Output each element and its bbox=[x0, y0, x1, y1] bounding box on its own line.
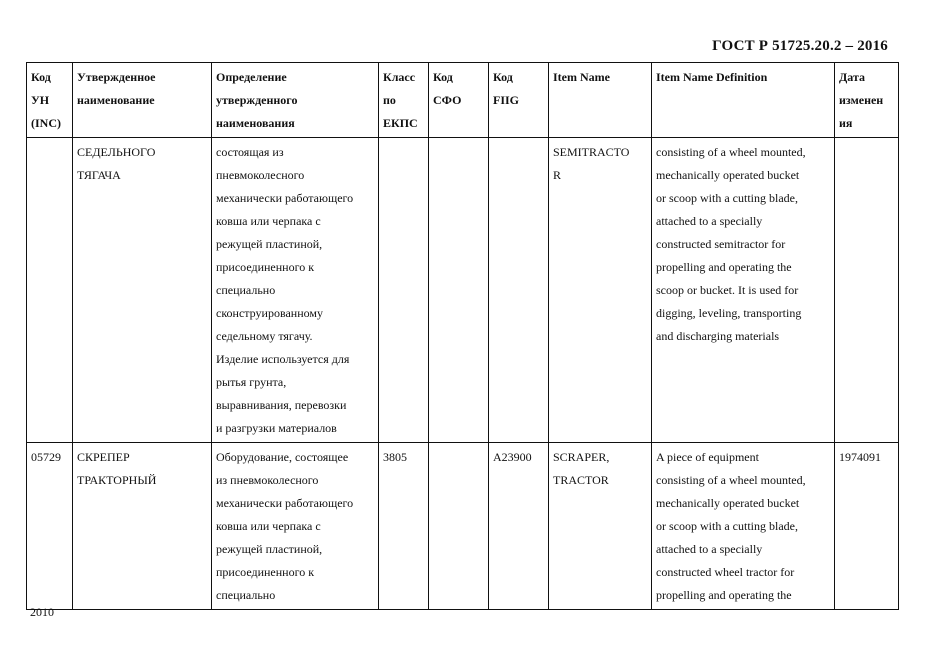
cell-line: ковша или черпака с bbox=[216, 519, 321, 533]
cell-definition bbox=[212, 443, 379, 610]
cell-line: R bbox=[553, 168, 562, 182]
cell-line: седельному тягачу. bbox=[216, 329, 313, 343]
cell-line: attached to a specially bbox=[656, 542, 763, 556]
cell-fiig-code bbox=[489, 138, 549, 443]
cell-line: механически работающего bbox=[216, 496, 354, 510]
cell-line: 1974091 bbox=[839, 450, 881, 464]
cell-line: режущей пластиной, bbox=[216, 237, 323, 251]
cell-line: mechanically operated bucket bbox=[656, 168, 800, 182]
cell-ekps-class bbox=[379, 443, 429, 610]
cell-line: attached to a specially bbox=[656, 214, 763, 228]
cell-line: TRACTOR bbox=[553, 473, 609, 487]
standard-designation: ГОСТ Р 51725.20.2 – 2016 bbox=[712, 38, 888, 54]
header-line: Определение bbox=[216, 70, 287, 84]
header-fiig-code bbox=[489, 63, 549, 138]
header-line: наименование bbox=[77, 93, 155, 107]
cell-line: or scoop with a cutting blade, bbox=[656, 191, 798, 205]
cell-item-name-definition bbox=[652, 443, 835, 610]
cell-line: mechanically operated bucket bbox=[656, 496, 800, 510]
cell-line: consisting of a wheel mounted, bbox=[656, 473, 806, 487]
cell-line: сконструированному bbox=[216, 306, 323, 320]
cell-sfo-code bbox=[429, 138, 489, 443]
cell-line: Оборудование, состоящее bbox=[216, 450, 349, 464]
cell-line: СЕДЕЛЬНОГО bbox=[77, 145, 156, 159]
header-line: СФО bbox=[433, 93, 462, 107]
cell-approved-name bbox=[73, 443, 212, 610]
cell-line: A23900 bbox=[493, 450, 532, 464]
cell-line: пневмоколесного bbox=[216, 168, 305, 182]
cell-line: ковша или черпака с bbox=[216, 214, 321, 228]
cell-line: механически работающего bbox=[216, 191, 354, 205]
cell-line: and discharging materials bbox=[656, 329, 780, 343]
cell-change-date bbox=[835, 138, 899, 443]
header-line: Item Name Definition bbox=[656, 70, 768, 84]
cell-item-name bbox=[549, 443, 652, 610]
header-ekps-class bbox=[379, 63, 429, 138]
cell-line: 05729 bbox=[31, 450, 61, 464]
cell-line: присоединенного к bbox=[216, 260, 315, 274]
cell-inc-code bbox=[27, 138, 73, 443]
cell-line: из пневмоколесного bbox=[216, 473, 319, 487]
cell-line: propelling and operating the bbox=[656, 260, 792, 274]
header-line: Код bbox=[31, 70, 51, 84]
cell-inc-code bbox=[27, 443, 73, 610]
cell-item-name-definition bbox=[652, 138, 835, 443]
header-sfo-code bbox=[429, 63, 489, 138]
header-definition bbox=[212, 63, 379, 138]
header-line: Утвержденное bbox=[77, 70, 156, 84]
cell-line: A piece of equipment bbox=[656, 450, 759, 464]
header-line: (INC) bbox=[31, 116, 61, 130]
cell-line: or scoop with a cutting blade, bbox=[656, 519, 798, 533]
table-row bbox=[27, 443, 899, 610]
header-line: Item Name bbox=[553, 70, 610, 84]
header-line: по bbox=[383, 93, 396, 107]
cell-definition bbox=[212, 138, 379, 443]
cell-approved-name bbox=[73, 138, 212, 443]
header-line: ЕКПС bbox=[383, 116, 418, 130]
header-line: изменен bbox=[839, 93, 884, 107]
cell-line: propelling and operating the bbox=[656, 588, 792, 602]
cell-line: СКРЕПЕР bbox=[77, 450, 130, 464]
table-header-row bbox=[27, 63, 899, 138]
cell-line: рытья грунта, bbox=[216, 375, 287, 389]
header-line: наименования bbox=[216, 116, 295, 130]
header-item-name-definition bbox=[652, 63, 835, 138]
header-line: FIIG bbox=[493, 93, 520, 107]
header-inc-code bbox=[27, 63, 73, 138]
cell-line: ТЯГАЧА bbox=[77, 168, 121, 182]
catalog-table bbox=[26, 62, 899, 610]
header-line: утвержденного bbox=[216, 93, 298, 107]
cell-line: SCRAPER, bbox=[553, 450, 610, 464]
cell-line: Изделие используется для bbox=[216, 352, 350, 366]
header-line: Код bbox=[433, 70, 453, 84]
cell-line: 3805 bbox=[383, 450, 407, 464]
cell-line: constructed semitractor for bbox=[656, 237, 786, 251]
header-change-date bbox=[835, 63, 899, 138]
table-row bbox=[27, 138, 899, 443]
cell-line: режущей пластиной, bbox=[216, 542, 323, 556]
cell-fiig-code bbox=[489, 443, 549, 610]
header-line: Код bbox=[493, 70, 513, 84]
cell-line: присоединенного к bbox=[216, 565, 315, 579]
page-number: 2010 bbox=[30, 605, 54, 619]
cell-line: digging, leveling, transporting bbox=[656, 306, 802, 320]
header-item-name bbox=[549, 63, 652, 138]
cell-ekps-class bbox=[379, 138, 429, 443]
cell-item-name bbox=[549, 138, 652, 443]
cell-line: выравнивания, перевозки bbox=[216, 398, 347, 412]
cell-change-date bbox=[835, 443, 899, 610]
cell-line: специально bbox=[216, 283, 276, 297]
cell-line: constructed wheel tractor for bbox=[656, 565, 795, 579]
cell-line: scoop or bucket. It is used for bbox=[656, 283, 799, 297]
cell-line: специально bbox=[216, 588, 276, 602]
cell-sfo-code bbox=[429, 443, 489, 610]
cell-line: состоящая из bbox=[216, 145, 284, 159]
cell-line: SEMITRACTO bbox=[553, 145, 630, 159]
cell-line: ТРАКТОРНЫЙ bbox=[77, 473, 157, 487]
cell-line: и разгрузки материалов bbox=[216, 421, 337, 435]
header-line: Класс bbox=[383, 70, 416, 84]
header-line: Дата bbox=[839, 70, 865, 84]
header-approved-name bbox=[73, 63, 212, 138]
cell-line: consisting of a wheel mounted, bbox=[656, 145, 806, 159]
header-line: ия bbox=[839, 116, 853, 130]
header-line: УН bbox=[31, 93, 50, 107]
